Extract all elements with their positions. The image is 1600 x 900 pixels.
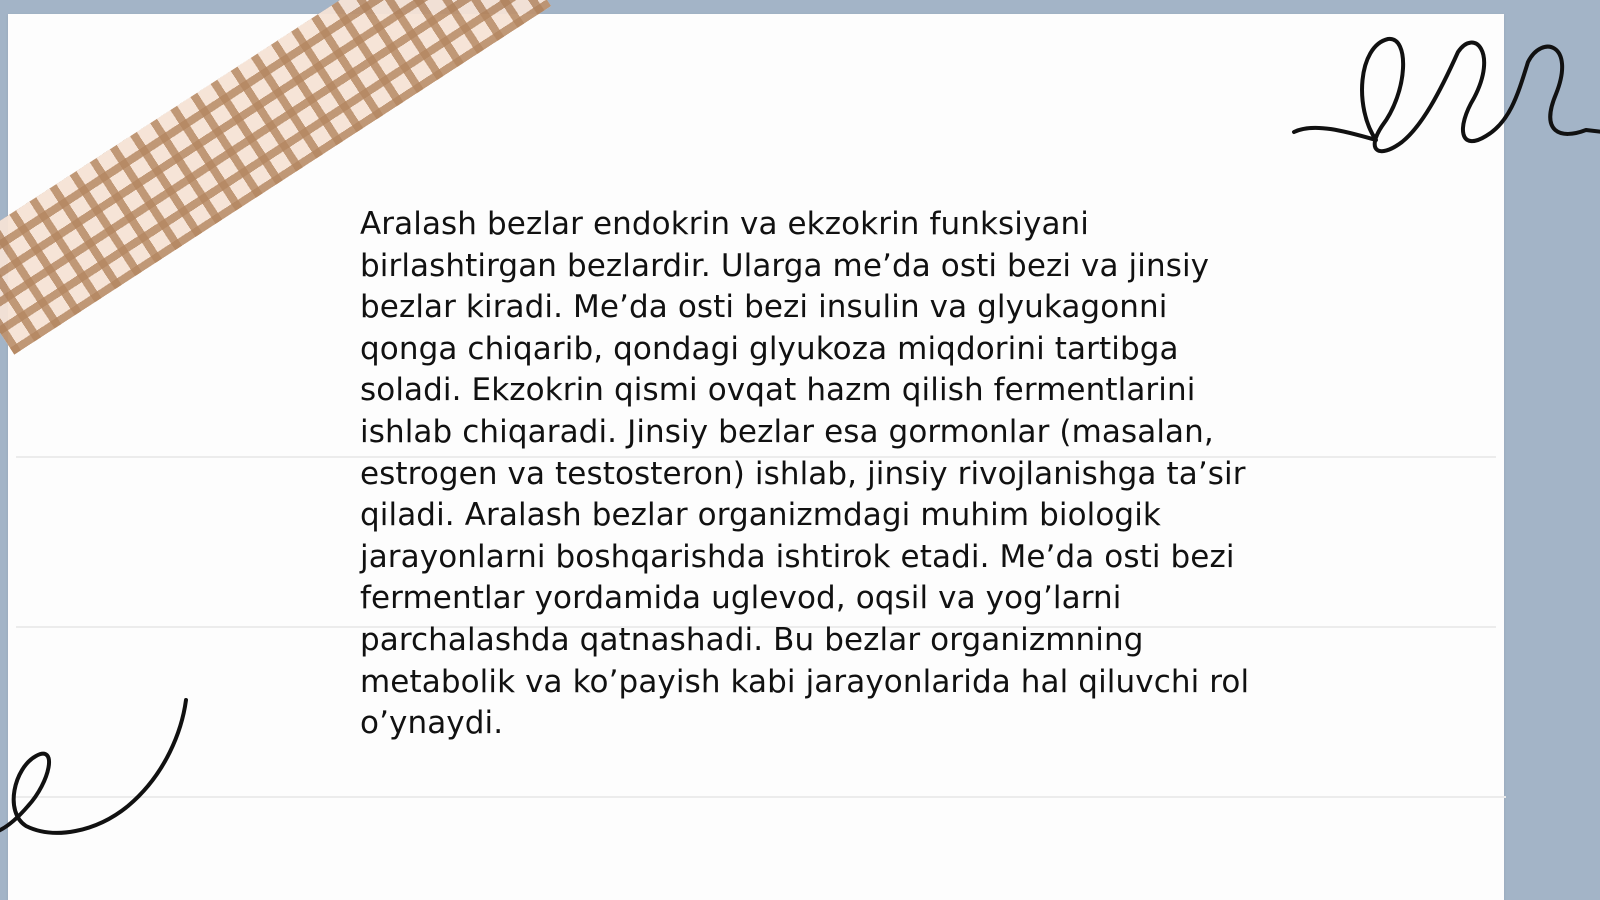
loop-scribble-icon — [0, 690, 196, 850]
ruled-line — [16, 796, 1506, 798]
loop-scribble-icon — [1290, 34, 1600, 174]
body-paragraph: Aralash bezlar endokrin va ekzokrin funksiyani birlashtirgan bezlardir. Ularga me’da osti bezi va jinsiy bezlar kiradi. Me’da osti bezi insulin va glyukagonni qonga chiqarib, qondagi glyukoza miqdorini tartibga soladi. Ekzokrin qismi ovqat hazm qilish fermentlarini ishlab chiqaradi. Jinsiy bezlar esa gormonlar (masalan, estrogen va testosteron) ishlab, jinsiy rivojlanishga ta’sir qiladi. Aralash bezlar organizmdagi muhim biologik jarayonlarni boshqarishda ishtirok etadi. Me’da osti bezi fermentlar yordamida uglevod, oqsil va yog’larni parchalashda qatnashadi. Bu bezlar organizmning metabolik va ko’payish kabi jarayonlarida hal qiluvchi rol o’ynaydi. — [360, 206, 1250, 742]
